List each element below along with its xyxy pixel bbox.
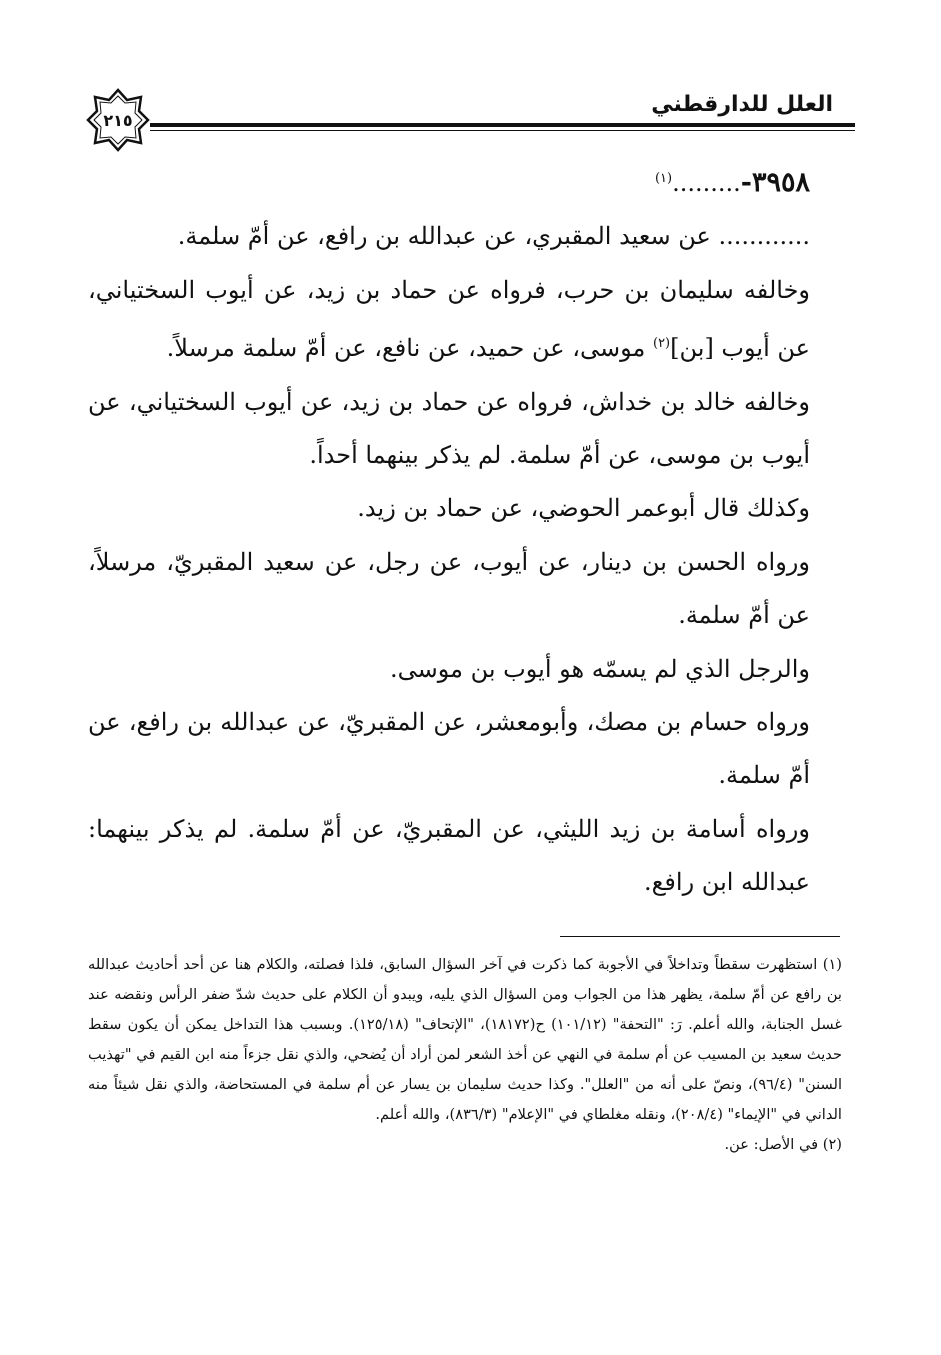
paragraph-6: والرجل الذي لم يسمّه هو أيوب بن موسى. [389,654,810,683]
footnote-separator [560,936,840,937]
paragraph-8: ورواه أسامة بن زيد الليثي، عن المقبريّ، عن أمّ سلمة. لم يذكر بينهما: عبدالله ابن رافع. [88,814,810,897]
paragraph-3: وخالفه خالد بن خداش، فرواه عن حماد بن زيد، عن أيوب السختياني، عن أيوب بن موسى، عن أمّ سلمة. لم يذكر بينهما أحداً. [88,387,810,470]
header-rule-bottom [150,130,855,131]
entry-number: ٣٩٥٨- [740,167,810,198]
footnote-1: (١) استظهرت سقطاً وتداخلاً في الأجوبة كما ذكرت في آخر السؤال السابق، فلذا فصلته، والكلام هنا عن أحد أحاديث عبدالله بن رافع عن أمّ سلمة، يظهر هذا من الجواب ومن السؤال الذي يليه، ويبدو أن الكلام على حديث شدّ ضفر الرأس ونقضه عند غسل الجنابة، والله أعلم. رَ: "التحفة" (١٠١/١٢) ح(١٨١٧٢)، "الإتحاف" (١٢٥/١٨). وبسبب هذا التداخل يمكن أن يكون سقط حديث سعيد بن المسيب عن أم سلمة في النهي عن أخذ الشعر لمن أراد أن يُضحي، والذي نقل جزءاً منه ابن القيم في "تهذيب السنن" (٩٦/٤)، ونصّ على أنه من "العلل". وكذا حديث سليمان بن يسار عن أم سلمة في المستحاضة، والذي نقل شيئاً منه الداني في "الإيماء" (٢٠٨/٤)، ونقله مغلطاي في "الإعلام" (٨٣٦/٣)، والله أعلم. [88,956,843,1123]
paragraph-1: ............ عن سعيد المقبري، عن عبدالله بن رافع، عن أمّ سلمة. [177,222,810,251]
header-rule-top [150,123,855,127]
paragraph-5: ورواه الحسن بن دينار، عن أيوب، عن رجل، عن سعيد المقبريّ، مرسلاً، عن أمّ سلمة. [88,547,810,630]
paragraph-2-part-a: وخالفه سليمان بن حرب، فرواه عن حماد بن زيد، عن أيوب السختياني، عن أيوب [بن] [88,275,810,363]
entry-heading [88,152,810,210]
running-title: العلل للدارقطني [651,92,833,117]
footnote-ref-2: (٢) [652,336,671,352]
page-number: ٢١٥ [103,110,133,130]
footnote-ref-1: (١) [654,171,673,186]
footnotes [88,950,842,1160]
paragraph-4: وكذلك قال أبوعمر الحوضي، عن حماد بن زيد. [357,494,810,523]
paragraph-7: ورواه حسام بن مصك، وأبومعشر، عن المقبريّ، عن عبدالله بن رافع، عن أمّ سلمة. [88,708,810,790]
footnote-2: (٢) في الأصل: عن. [724,1136,842,1153]
entry-dots: ......... [672,169,741,197]
paragraph-2 [88,264,810,376]
paragraph-2-part-b: موسى، عن حميد، عن نافع، عن أمّ سلمة مرسلاً. [166,334,653,363]
main-text [88,152,810,910]
